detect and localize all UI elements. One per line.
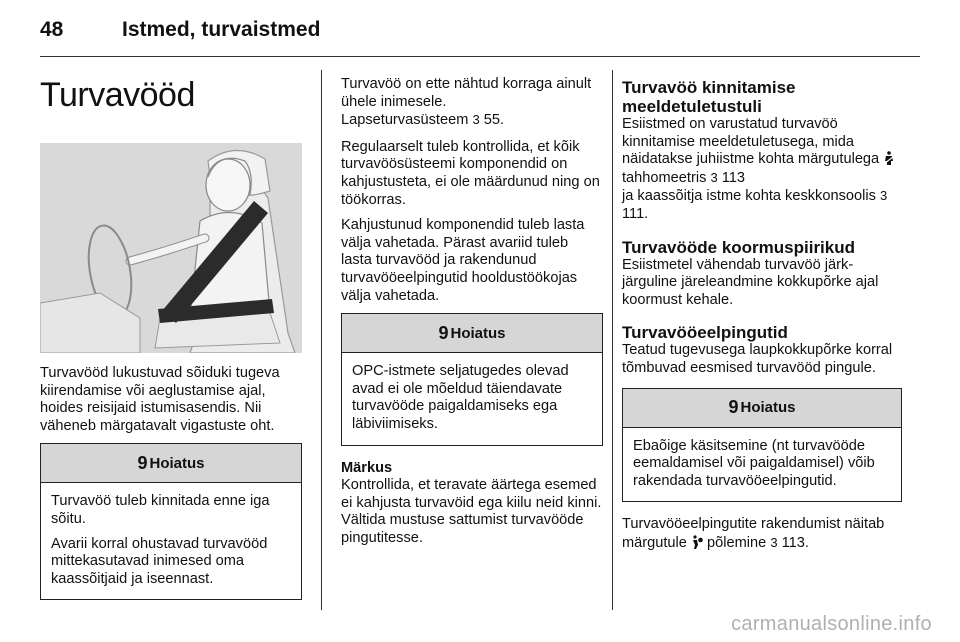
- page-reference[interactable]: 55.: [483, 112, 505, 129]
- warning-text: Ebaõige käsitsemine (nt turvavööde eemaldamisel või paigaldamisel) võib rakendada turvavööeelpingutid.: [633, 437, 875, 489]
- warning-box: [622, 388, 902, 503]
- note-title: Märkus: [341, 459, 393, 476]
- paragraph: [341, 76, 603, 130]
- warning-triangle-icon: 9: [137, 452, 148, 473]
- warning-text: Avarii korral ohustavad turvavööd mittekasutavad inimesed oma kaassõitjaid ja iseennast.: [51, 535, 268, 587]
- warning-title: Hoiatus: [450, 324, 506, 342]
- section-title: Turvavööeelpingutid: [622, 323, 788, 343]
- reference-arrow-icon: 3: [710, 169, 718, 185]
- section-text: Esiistmed on varustatud turvavöö kinnitamise meeldetuletusega, mida näidatakse juhiistme kohta märgutulega tahhomeetris 3 113 ja kaassõitja istme kohta keskkonsoolis 3 111.: [622, 116, 902, 224]
- warning-body: [623, 428, 901, 502]
- column-divider: [612, 70, 613, 610]
- reference-arrow-icon: 3: [770, 534, 778, 550]
- warning-box: [341, 313, 603, 445]
- paragraph: Regulaarselt tuleb kontrollida, et kõik turvavöösüsteemi komponendid on kahjustusteta, ei ole määrdunud ning on töökorras.: [341, 138, 600, 208]
- header-divider: [40, 56, 920, 57]
- section-title: Turvavöö kinnitamise meeldetuletustuli: [622, 78, 796, 116]
- page-reference[interactable]: 111.: [622, 205, 649, 222]
- warning-header: [623, 389, 901, 428]
- page-header: [40, 18, 320, 48]
- warning-text: OPC-istmete seljatugedes olevad avad ei ole mõeldud täiendavate turvavööde paigaldamiseks ega läbiviimiseks.: [352, 363, 569, 432]
- section-text: Esiistmetel vähendab turvavöö järk-järguline järeleandmine kokkupõrke ajal koormust kehale.: [622, 256, 879, 308]
- intro-paragraph: Turvavööd lukustuvad sõiduki tugeva kiirendamise või aeglustamise ajal, hoides reisijaid istumisasendis. Nii väheneb märgatavalt vigastuste oht.: [40, 365, 280, 434]
- airbag-warning-icon: [691, 535, 703, 549]
- page-reference[interactable]: 113.: [781, 534, 809, 551]
- warning-body: [342, 353, 602, 444]
- reference-arrow-icon: 3: [879, 188, 888, 204]
- warning-header: [342, 314, 602, 353]
- warning-text: Turvavöö tuleb kinnitada enne iga sõitu.: [51, 493, 270, 527]
- column-2: [341, 62, 603, 555]
- column-1: [40, 62, 302, 610]
- warning-body: [41, 483, 301, 599]
- seatbelt-illustration: [40, 143, 302, 353]
- watermark: carmanualsonline.info: [731, 613, 932, 635]
- paragraph-text: Turvavöö on ette nähtud korraga ainult ühele inimesele.: [341, 76, 592, 110]
- page-reference[interactable]: 113: [721, 169, 745, 186]
- cross-reference-text: Lapseturvasüsteem: [341, 112, 469, 129]
- chapter-title: Turvavööd: [40, 76, 195, 114]
- warning-title: Hoiatus: [149, 454, 205, 472]
- page-number: 48: [40, 18, 64, 41]
- note-text: Kontrollida, et teravate äärtega esemed ei kahjusta turvavöid ega kiilu neid kinni. Vältida mustuse sattumist turvavööde pingutitesse.: [341, 477, 602, 546]
- section-title: Turvavööde koormuspiirikud: [622, 237, 856, 257]
- warning-header: [41, 444, 301, 483]
- warning-title: Hoiatus: [740, 399, 796, 417]
- seatbelt-reminder-icon: [883, 151, 895, 165]
- paragraph: Turvavööeelpingutite rakendumist näitab märgutule põlemine 3 113.: [622, 516, 885, 551]
- column-divider: [321, 70, 322, 610]
- reference-arrow-icon: 3: [472, 112, 480, 128]
- warning-triangle-icon: 9: [438, 322, 449, 343]
- warning-triangle-icon: 9: [728, 397, 739, 418]
- running-head: Istmed, turvaistmed: [122, 18, 321, 41]
- paragraph: Kahjustunud komponendid tuleb lasta välja vahetada. Pärast avariid tuleb lasta turvavööd ja rakendunud turvavööeelpingutid hooldustöökojas välja vahetada.: [341, 217, 585, 304]
- section-text: Teatud tugevusega laupkokkupõrke korral tõmbuvad eesmised turvavööd pingule.: [622, 342, 893, 376]
- column-3: [622, 62, 902, 561]
- warning-box: [40, 443, 302, 600]
